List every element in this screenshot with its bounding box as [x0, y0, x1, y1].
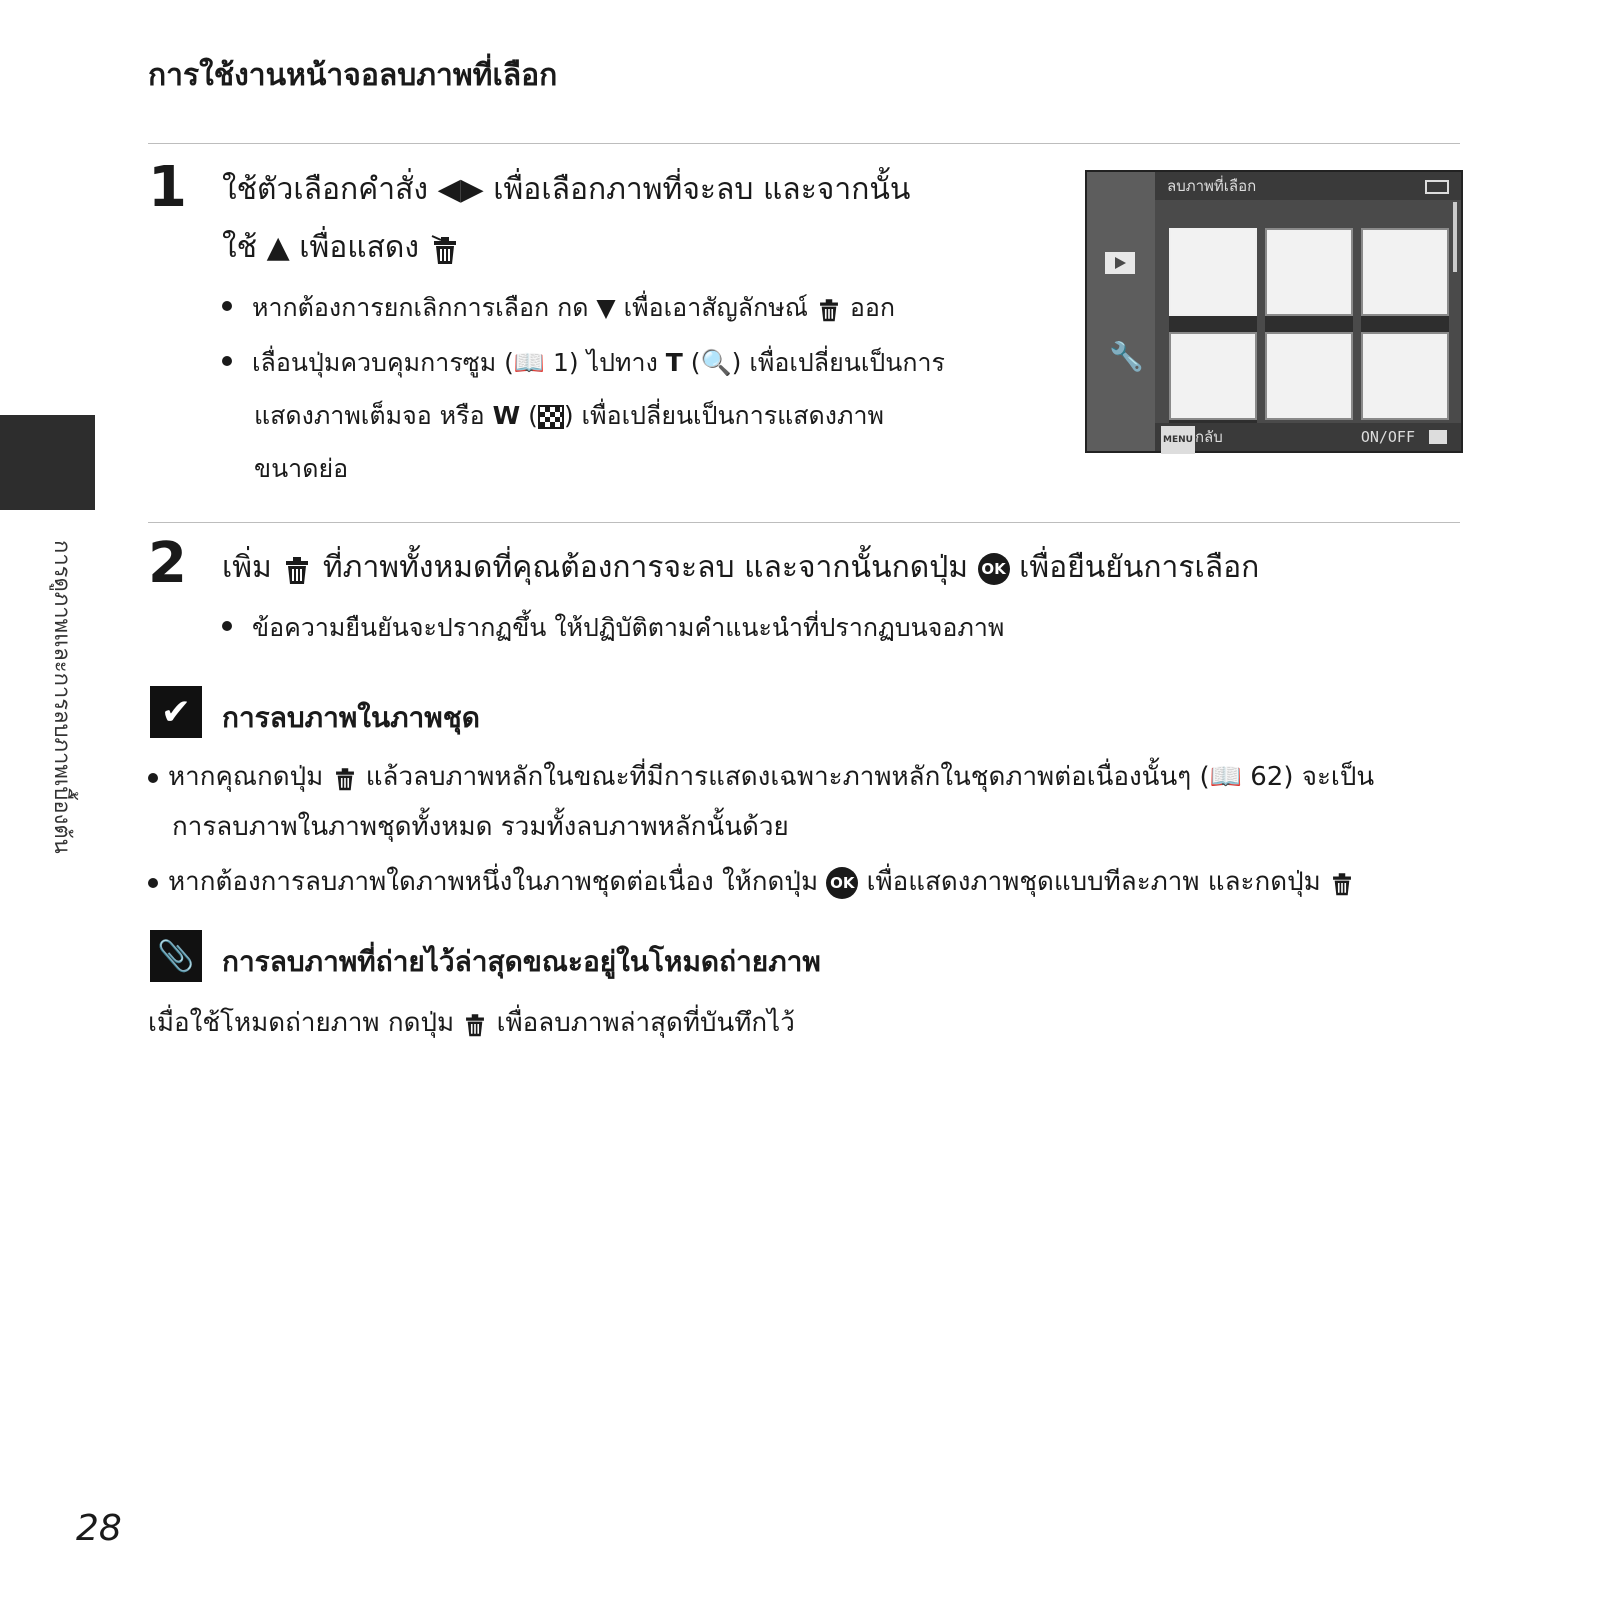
note-1-bullet-1-line-2: การลบภาพในภาพชุดทั้งหมด รวมทั้งลบภาพหลักนั้นด้วย	[172, 812, 789, 842]
step-1-line-2: ใช้ ▲ เพื่อแสดง	[222, 220, 461, 276]
book-reference-icon: 📖	[1209, 762, 1242, 792]
trash-icon	[1329, 869, 1355, 897]
step-1-bullet-2: เลื่อนปุ่มควบคุมการซูม (📖 1) ไปทาง T (🔍) เพื่อเปลี่ยนเป็นการ	[222, 337, 945, 389]
camera-title-bar: ลบภาพที่เลือก	[1155, 172, 1461, 200]
camera-back-label[interactable]: กลับ	[1194, 428, 1223, 446]
thumbnail[interactable]	[1361, 332, 1449, 420]
thumbnail[interactable]	[1265, 332, 1353, 420]
left-right-arrows-icon: ◀▶	[437, 172, 484, 207]
ok-button-icon: OK	[826, 867, 858, 899]
thumbnail[interactable]	[1265, 228, 1353, 316]
step-1-line-1: ใช้ตัวเลือกคำสั่ง ◀▶ เพื่อเลือกภาพที่จะลบ และจากนั้น	[222, 172, 911, 207]
note-2-heading: การลบภาพที่ถ่ายไว้ล่าสุดขณะอยู่ในโหมดถ่ายภาพ	[222, 945, 821, 978]
paperclip-note-icon: 📎	[150, 930, 202, 982]
thumbnail-selected[interactable]	[1169, 228, 1257, 316]
zoom-icon	[1429, 430, 1447, 444]
book-reference-icon: 📖	[513, 348, 546, 377]
note-1-heading: การลบภาพในภาพชุด	[222, 701, 480, 734]
trash-icon	[816, 295, 842, 323]
zoom-magnifier-icon: 🔍	[700, 348, 732, 377]
trash-icon	[332, 764, 358, 792]
playback-icon	[1105, 252, 1135, 274]
camera-side-rail	[1087, 172, 1155, 451]
camera-toggle-label: ON/OFF	[1360, 428, 1415, 446]
thumbnail[interactable]	[1361, 228, 1449, 316]
camera-screen-illustration	[1085, 170, 1463, 453]
title-divider	[148, 143, 1460, 144]
note-2-text: เมื่อใช้โหมดถ่ายภาพ กดปุ่ม เพื่อลบภาพล่าสุดที่บันทึกไว้	[148, 1008, 795, 1038]
note-1-bullet-1: หากคุณกดปุ่ม แล้วลบภาพหลักในขณะที่มีการแสดงเฉพาะภาพหลักในชุดภาพต่อเนื่องนั้นๆ (📖 62) จะเป็น	[148, 752, 1374, 802]
battery-icon	[1425, 180, 1449, 194]
thumbnail[interactable]	[1169, 332, 1257, 420]
step-2-line: เพิ่ม ที่ภาพทั้งหมดที่คุณต้องการจะลบ และจากนั้นกดปุ่ม OK เพื่อยืนยันการเลือก	[222, 550, 1260, 585]
camera-bottom-bar: MENU กลับ ON/OFF	[1155, 423, 1461, 451]
step-1-bullet-2-line-2: แสดงภาพเต็มจอ หรือ W ( ) เพื่อเปลี่ยนเป็นการแสดงภาพ	[254, 401, 884, 430]
section-side-label: การดูภาพและการลบภาพเบื้องต้น	[49, 540, 74, 854]
step-2-number: 2	[148, 531, 187, 596]
step-2-bullet: ข้อความยืนยันจะปรากฏขึ้น ให้ปฏิบัติตามคำแนะนำที่ปรากฏบนจอภาพ	[222, 602, 1004, 654]
scrollbar[interactable]	[1453, 202, 1457, 272]
page-number: 28	[76, 1508, 122, 1549]
step-1-number: 1	[148, 155, 187, 220]
down-arrow-icon: ▼	[596, 293, 616, 322]
section-tab-marker	[0, 415, 95, 510]
note-1-bullet-2: หากต้องการลบภาพใดภาพหนึ่งในภาพชุดต่อเนื่อง ให้กดปุ่ม OK เพื่อแสดงภาพชุดแบบทีละภาพ และกดปุ่ม	[148, 857, 1355, 907]
trash-icon	[462, 1010, 488, 1038]
checkmark-note-icon: ✔	[150, 686, 202, 738]
page-title: การใช้งานหน้าจอลบภาพที่เลือก	[148, 58, 558, 93]
up-arrow-icon: ▲	[266, 230, 290, 265]
wrench-icon: 🔧	[1109, 340, 1144, 373]
step-1-bullet-2-line-3: ขนาดย่อ	[254, 454, 349, 483]
trash-icon	[281, 552, 313, 586]
trash-icon	[429, 232, 461, 266]
step-divider	[148, 522, 1460, 523]
ok-button-icon: OK	[978, 553, 1010, 585]
step-1-bullet-1: หากต้องการยกเลิกการเลือก กด ▼ เพื่อเอาสัญลักษณ์ ออก	[222, 282, 895, 334]
thumbnail-grid-icon	[538, 405, 564, 429]
